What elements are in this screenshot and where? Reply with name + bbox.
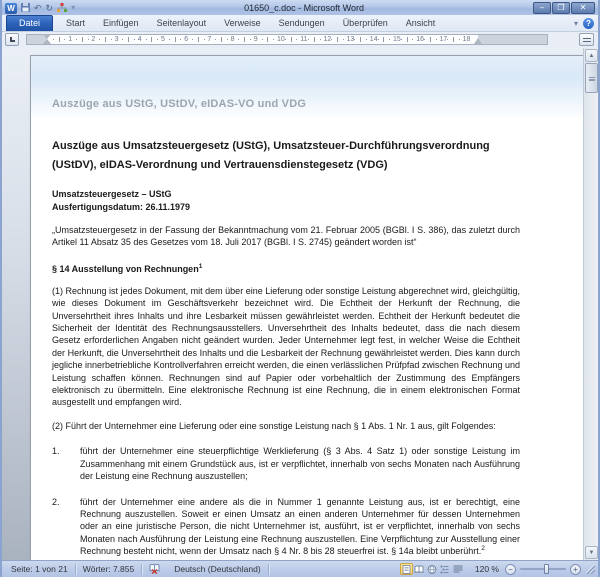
ruler-scale [47, 35, 478, 44]
redo-icon[interactable]: ↻ [45, 3, 54, 13]
section-heading-text: § 14 Ausstellung von Rechnungen [52, 263, 199, 274]
ruler-tick [53, 39, 54, 40]
ruler-tick [175, 37, 176, 42]
issue-date: Ausfertigungsdatum: 26.11.1979 [52, 201, 191, 212]
document-area[interactable] [2, 48, 598, 560]
ruler-tick [146, 39, 147, 40]
print-layout-view-icon[interactable] [400, 563, 413, 575]
ruler-tick [151, 37, 152, 42]
quick-access-toolbar [5, 3, 75, 14]
tab-datei[interactable]: Datei [6, 15, 53, 31]
intro-paragraph: „Umsatzsteuergesetz in der Fassung der Bekanntmachung vom 21. Februar 2005 (BGBl. I S. 386), das zuletzt durch Artikel 11 Absatz 35 des Gesetzes vom 18. Juli 2017 (BGBl. I S. 2745) geändert worden ist“ [52, 225, 520, 248]
minimize-button[interactable]: – [533, 2, 551, 14]
ruler-tick [180, 39, 181, 40]
save-icon[interactable] [21, 3, 30, 14]
scrollbar-thumb[interactable] [585, 63, 598, 93]
tab-ueberpruefen[interactable]: Überprüfen [342, 18, 388, 28]
expand-ribbon-icon[interactable]: ▾ [573, 19, 578, 28]
zoom-slider[interactable] [520, 568, 566, 570]
undo-icon[interactable]: ↶ [34, 3, 42, 13]
restore-button[interactable]: ❐ [552, 2, 570, 14]
ruler-tick [291, 37, 292, 42]
word-count[interactable]: Wörter: 7.855 [82, 564, 135, 574]
page-content[interactable] [31, 120, 584, 558]
ruler-tick [343, 39, 344, 40]
ruler-tick [250, 39, 251, 40]
ruler-number: 6 [184, 36, 189, 43]
ruler-number: 17 [439, 36, 448, 43]
right-indent-marker[interactable] [474, 38, 482, 44]
ruler-number: 16 [416, 36, 424, 43]
list-item-text: führt der Unternehmer eine steuerpflichtige Werklieferung (§ 3 Abs. 4 Satz 1) oder sonstige Leistung im Zusammenhang mit einem Grundstück aus, ist er verpflichtet, innerhalb von sechs Monaten nach Ausführung der Leistung eine Rechnung auszustellen; [80, 446, 520, 482]
ribbon-tab-row [2, 15, 598, 32]
ruler-tick [378, 39, 379, 40]
ruler-tick [267, 37, 268, 42]
paragraph-1: (1) Rechnung ist jedes Dokument, mit dem über eine Lieferung oder sonstige Leistung abgerechnet wird, gleichgültig, wie dieses Dokument im Geschäftsverkehr bezeichnet wird. Die Echtheit der Herkunft der Rechnung, die Unversehrtheit ihres Inhalts und ihre Lesbarkeit müssen gewährleistet werden. Echtheit der Herkunft bedeutet die Sicherheit der Identität des Rechnungsausstellers. Unversehrtheit des Inhalts bedeutet, dass die nach diesem Gesetz erforderlichen Angaben nicht geändert wurden. Jeder Unternehmer legt fest, in welcher Weise die Echtheit der Herkunft, die Unversehrtheit des Inhalts und die Lesbarkeit der Rechnung gewährleistet werden. Dies kann durch jegliche innerbetriebliche Kontrollverfahren erreicht werden, die einen verlässlichen Prüfpfad zwischen Rechnung und Leistung schaffen können. Rechnungen sind auf Papier oder vorbehaltlich der Zustimmung des Empfängers elektronisch zu übermitteln. Eine elektronische Rechnung ist eine Rechnung, die in einem elektronischen Format ausgestellt und empfangen wird. [52, 285, 520, 408]
statusbar-right [400, 563, 596, 575]
ruler-tick [308, 39, 309, 40]
ruler-tick [285, 39, 286, 40]
horizontal-ruler[interactable] [26, 34, 548, 45]
ruler-number: 13 [346, 36, 355, 43]
ruler-tick [128, 37, 129, 42]
view-ruler-toggle-button[interactable] [579, 33, 594, 46]
ruler-tick [401, 39, 402, 40]
ruler-number: 15 [393, 36, 401, 43]
ruler-tick [366, 39, 367, 40]
footnote-mark-2: 2 [481, 545, 485, 553]
list-number: 1. [52, 446, 60, 457]
ribbon-right-controls [574, 18, 594, 31]
ruler-row [2, 32, 598, 48]
document-title: Auszüge aus Umsatzsteuergesetz (UStG), Umsatzsteuer-Durchführungsverordnung (UStDV), eIDAS-Verordnung und Vertrauensdienstegesetz (VDG) [52, 140, 490, 171]
ruler-tick [99, 39, 100, 40]
window-title: 01650_c.doc - Microsoft Word [244, 3, 364, 13]
ruler-tick [436, 39, 437, 40]
tab-verweise[interactable]: Verweise [224, 18, 261, 28]
ruler-tick [244, 37, 245, 42]
ruler-tick [354, 39, 355, 40]
ruler-tick [215, 39, 216, 40]
status-bar [2, 560, 598, 577]
list-item-text [80, 496, 520, 558]
window-controls [533, 2, 595, 14]
ruler-number: 3 [114, 36, 119, 43]
ruler-number: 5 [161, 36, 165, 43]
page-header-text: Auszüge aus UStG, UStDV, eIDAS-VO und VDG [52, 98, 307, 110]
ruler-tick [262, 39, 263, 40]
ruler-icon [583, 38, 591, 42]
title-bar [2, 0, 598, 15]
ruler-tick [59, 37, 60, 42]
view-shortcuts [400, 563, 465, 575]
list-number: 2. [52, 496, 60, 507]
ruler-number: 4 [137, 36, 142, 43]
tab-stop-icon [10, 37, 15, 42]
ruler-tick [82, 37, 83, 42]
ruler-tick [459, 39, 460, 40]
list-item [52, 496, 520, 558]
zoom-slider-thumb[interactable] [544, 564, 549, 574]
ruler-tick [204, 39, 205, 40]
list-item [52, 445, 520, 482]
tab-ansicht[interactable]: Ansicht [405, 18, 436, 28]
tab-start[interactable]: Start [66, 18, 86, 28]
ruler-tick [453, 37, 454, 42]
ruler-number: 18 [462, 36, 471, 43]
ruler-tick [360, 37, 361, 42]
ruler-tick [407, 37, 408, 42]
draft-view-icon[interactable] [452, 563, 465, 575]
fullscreen-reading-view-icon[interactable] [413, 563, 426, 575]
ruler-tick [447, 39, 448, 40]
ruler-number: 9 [253, 36, 258, 43]
ruler-tick [192, 39, 193, 40]
ruler-number: 1 [68, 36, 73, 43]
tab-selector-button[interactable] [5, 33, 19, 46]
close-button[interactable]: ✕ [571, 2, 595, 14]
ruler-tick [221, 37, 222, 42]
ruler-tick [331, 39, 332, 40]
ruler-tick [389, 39, 390, 40]
ruler-tick [122, 39, 123, 40]
vertical-scrollbar[interactable] [583, 48, 598, 560]
ruler-tick [227, 39, 228, 40]
zoom-level[interactable]: 120 % [474, 564, 499, 574]
hanging-indent-marker[interactable] [43, 39, 51, 44]
ruler-number: 11 [300, 36, 308, 43]
ruler-tick [424, 39, 425, 40]
ruler-number: 10 [277, 36, 285, 43]
org-chart-icon[interactable] [57, 3, 67, 14]
word-logo-icon[interactable]: W [5, 3, 17, 14]
ruler-number: 12 [323, 36, 332, 43]
paragraph-2: (2) Führt der Unternehmer eine Lieferung oder eine sonstige Leistung nach § 1 Abs. 1 Nr. 1 aus, gilt Folgendes: [52, 420, 496, 431]
help-icon[interactable]: ? [583, 18, 594, 29]
list-item-text-body: führt der Unternehmer eine andere als die in Nummer 1 genannte Leistung aus, ist er berechtigt, eine Rechnung auszustellen. Soweit er einen Umsatz an einen anderen Unternehmer für dessen Unternehmen oder an eine juristische Person, die nicht Unternehmer ist, ausführt, ist er verpflichtet, innerhalb von sechs Monaten nach Ausführung der Leistung eine Rechnung auszustellen. Eine Verpflichtung zur Ausstellung einer Rechnung besteht nicht, wenn der Umsatz nach § 4 Nr. 8 bis 28 steuerfrei ist. § 14a bleibt unberührt. [80, 496, 520, 557]
ruler-number: 14 [369, 36, 378, 43]
page-header-band [31, 56, 584, 120]
ruler-number: 8 [230, 36, 235, 43]
ruler-tick [383, 37, 384, 42]
ruler-number: 7 [207, 36, 212, 43]
ruler-tick [314, 37, 315, 42]
footnote-mark-1: 1 [198, 262, 203, 270]
outline-view-icon[interactable] [439, 563, 452, 575]
statusbar-separator [268, 564, 269, 575]
ruler-tick [273, 39, 274, 40]
page-indicator[interactable]: Seite: 1 von 21 [11, 564, 68, 574]
ruler-tick [88, 39, 89, 40]
ruler-tick [157, 39, 158, 40]
qat-menu-icon[interactable]: ▾ [71, 3, 76, 12]
tab-einfuegen[interactable]: Einfügen [103, 18, 139, 28]
web-layout-view-icon[interactable] [426, 563, 439, 575]
ruler-tick [238, 39, 239, 40]
ruler-tick [111, 39, 112, 40]
tab-sendungen[interactable]: Sendungen [278, 18, 325, 28]
zoom-in-icon[interactable]: + [570, 564, 581, 575]
ruler-tick [320, 39, 321, 40]
ruler-tick [198, 37, 199, 42]
resize-grip[interactable] [586, 563, 596, 575]
ruler-tick [134, 39, 135, 40]
ruler-tick [337, 37, 338, 42]
ruler-tick [430, 37, 431, 42]
law-name: Umsatzsteuergesetz – UStG [52, 189, 172, 199]
ruler-tick [76, 39, 77, 40]
tab-seitenlayout[interactable]: Seitenlayout [156, 18, 207, 28]
ruler-tick [412, 39, 413, 40]
zoom-out-icon[interactable]: − [505, 564, 516, 575]
ruler-tick [296, 39, 297, 40]
language-indicator[interactable]: Deutsch (Deutschland) [174, 564, 261, 574]
ruler-tick [64, 39, 65, 40]
ruler-number: 2 [91, 36, 96, 43]
section-heading [52, 264, 520, 274]
proofing-error-icon[interactable] [142, 563, 167, 576]
scroll-down-icon[interactable]: ▼ [585, 546, 598, 559]
scroll-up-icon[interactable]: ▲ [585, 49, 598, 62]
ruler-tick [105, 37, 106, 42]
document-page[interactable] [30, 55, 585, 560]
ruler-tick [169, 39, 170, 40]
